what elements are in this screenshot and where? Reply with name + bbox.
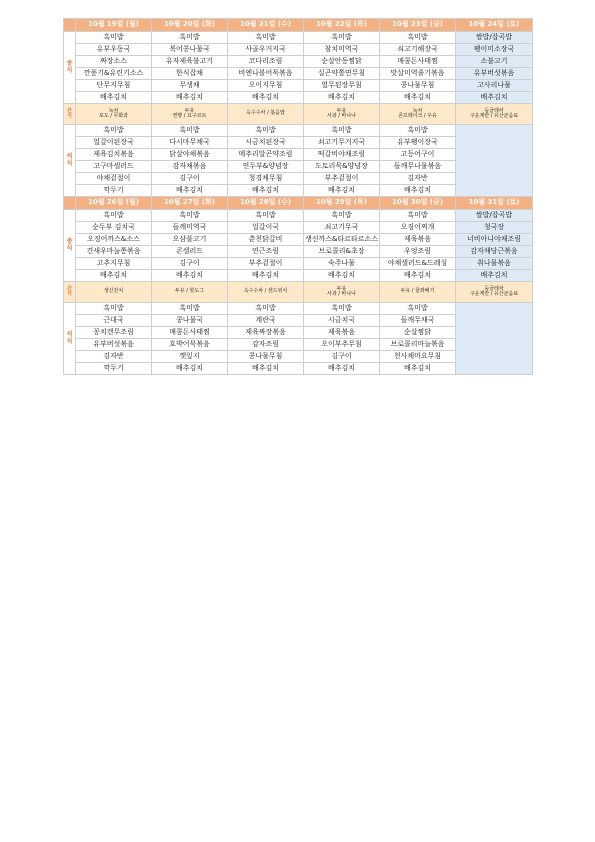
- dinner-row: [64, 125, 533, 137]
- dinner-cell: 호박어묵볶음: [152, 339, 228, 351]
- lunch-cell: 배추김치: [380, 92, 456, 104]
- lunch-cell: 춘천닭갈비: [228, 234, 304, 246]
- dinner-cell: 매콤돈사태찜: [152, 327, 228, 339]
- dinner-cell: 감자채볶음: [152, 161, 228, 173]
- dinner-cell: 부추겉절이: [304, 173, 380, 185]
- dinner-cell: 감자조림: [228, 339, 304, 351]
- snack-drink: 두유 / 핫도그: [174, 288, 204, 295]
- snack-cell: [380, 282, 456, 303]
- snack-drink: 둥굴레차: [484, 107, 504, 114]
- lunch-row: [64, 92, 533, 104]
- lunch-cell: 야채샐러드&드레싱: [380, 258, 456, 270]
- date-header: 10월 26일 (월): [76, 197, 152, 210]
- lunch-row: [64, 222, 533, 234]
- lunch-cell: 얼갈이국: [228, 222, 304, 234]
- snack-food: 사과 / 바나나: [326, 291, 356, 297]
- lunch-cell: 고사리나물: [456, 80, 533, 92]
- lunch-row: [64, 270, 533, 282]
- dinner-cell: 흑미밥: [380, 303, 456, 315]
- date-header-row: [64, 19, 533, 32]
- dinner-cell: 고등어구이: [380, 149, 456, 161]
- lunch-cell: 사골우거지국: [228, 44, 304, 56]
- dinner-cell: 배추김치: [152, 363, 228, 375]
- dinner-cell: 쇠고기무거지국: [304, 137, 380, 149]
- lunch-cell: 감자채당근볶음: [456, 246, 533, 258]
- snack-cell: [228, 282, 304, 303]
- lunch-cell: 순두부 김치국: [76, 222, 152, 234]
- lunch-cell: 배추김치: [304, 92, 380, 104]
- dinner-cell: 깍두기: [76, 185, 152, 197]
- dinner-cell: 콩나물무침: [228, 351, 304, 363]
- dinner-label: 석 식: [64, 303, 76, 375]
- dinner-cell: 계란국: [228, 315, 304, 327]
- dinner-cell: 시금치국: [304, 315, 380, 327]
- lunch-cell: 들깨미역국: [152, 222, 228, 234]
- dinner-cell: 야채겉절이: [76, 173, 152, 185]
- date-header: 10월 21일 (수): [228, 19, 304, 32]
- snack-food: 구운계란 / 유산균음료: [469, 113, 519, 119]
- lunch-cell: 청국장: [456, 222, 533, 234]
- dinner-cell: 고구마샐러드: [76, 161, 152, 173]
- dinner-cell: 흑미밥: [304, 125, 380, 137]
- snack-food: 포도 / 무화과: [98, 113, 128, 119]
- dinner-cell: 오이부추무침: [304, 339, 380, 351]
- lunch-cell: 유자제육불고기: [152, 56, 228, 68]
- date-header-row: [64, 197, 533, 210]
- dinner-cell: 제육볶음: [304, 327, 380, 339]
- lunch-cell: 흑미밥: [152, 210, 228, 222]
- dinner-cell: 유부버섯볶음: [76, 339, 152, 351]
- date-header: 10월 30일 (금): [380, 197, 456, 210]
- lunch-row: [64, 44, 533, 56]
- dinner-row: [64, 303, 533, 315]
- date-header: 10월 22일 (목): [304, 19, 380, 32]
- dinner-cell: 깍두기: [76, 363, 152, 375]
- dinner-cell: 순살찜닭: [380, 327, 456, 339]
- lunch-cell: 흑미밥: [380, 32, 456, 44]
- lunch-cell: 배추김치: [456, 270, 533, 282]
- snack-food: 사과 / 바나나: [326, 113, 356, 119]
- lunch-cell: 배추김치: [76, 270, 152, 282]
- snack-cell: [456, 282, 533, 303]
- lunch-cell: 오징어찌개: [380, 222, 456, 234]
- lunch-cell: 김구이: [152, 258, 228, 270]
- lunch-row: [64, 234, 533, 246]
- lunch-cell: 우엉조림: [380, 246, 456, 258]
- dinner-cell: 배추김치: [380, 363, 456, 375]
- header-corner: [64, 197, 76, 210]
- lunch-cell: 브로콜리&초장: [304, 246, 380, 258]
- dinner-cell: 흑미밥: [304, 303, 380, 315]
- snack-drink: 생신잔치: [103, 288, 124, 295]
- lunch-cell: 한식잡채: [152, 68, 228, 80]
- lunch-cell: 흑미밥: [76, 32, 152, 44]
- dinner-cell: 연두부&양념장: [228, 161, 304, 173]
- lunch-cell: 배추김치: [152, 92, 228, 104]
- lunch-cell: 배추김치: [228, 270, 304, 282]
- saturday-dinner-blank: [456, 303, 533, 375]
- date-header: 10월 27일 (화): [152, 197, 228, 210]
- dinner-cell: 흑미밥: [152, 125, 228, 137]
- dinner-cell: 흑미밥: [76, 303, 152, 315]
- dinner-cell: 김구이: [304, 351, 380, 363]
- dinner-cell: 얼갈이된장국: [76, 137, 152, 149]
- dinner-cell: 배추김치: [228, 363, 304, 375]
- dinner-cell: 근대국: [76, 315, 152, 327]
- date-header: 10월 19일 (월): [76, 19, 152, 32]
- lunch-cell: 콩나물무침: [380, 80, 456, 92]
- dinner-cell: 다시마무채국: [152, 137, 228, 149]
- dinner-cell: 청경채무침: [228, 173, 304, 185]
- lunch-label: 중 식: [64, 210, 76, 282]
- lunch-row: [64, 246, 533, 258]
- snack-label: 간 식: [64, 282, 76, 303]
- snack-cell: [152, 104, 228, 125]
- snack-cell: [76, 282, 152, 303]
- lunch-cell: 맛살미역줄기볶음: [380, 68, 456, 80]
- snack-label: 간 식: [64, 104, 76, 125]
- lunch-cell: 배추김치: [152, 270, 228, 282]
- dinner-cell: 메추리알곤약조림: [228, 149, 304, 161]
- lunch-cell: 비엔나볼어묵볶음: [228, 68, 304, 80]
- lunch-cell: 부추겉절이: [228, 258, 304, 270]
- dinner-cell: 들깨무나물볶음: [380, 161, 456, 173]
- lunch-cell: 북어콩나물국: [152, 44, 228, 56]
- dinner-cell: 들깨무채국: [380, 315, 456, 327]
- dinner-cell: 천사채마요무침: [380, 351, 456, 363]
- lunch-cell: 오징어까스&소스: [76, 234, 152, 246]
- snack-drink: 두유: [336, 285, 347, 292]
- lunch-cell: 견새우마늘쫑볶음: [76, 246, 152, 258]
- dinner-cell: 배추김치: [380, 185, 456, 197]
- dinner-cell: 배추김치: [304, 185, 380, 197]
- lunch-cell: 배추김치: [380, 270, 456, 282]
- lunch-cell: 소불고기: [456, 56, 533, 68]
- snack-drink: 둥굴레차: [484, 285, 504, 292]
- header-corner: [64, 19, 76, 32]
- snack-drink: 두유 / 꿀꽈배기: [400, 288, 435, 295]
- dinner-cell: 흑미밥: [228, 125, 304, 137]
- dinner-cell: 떡갈비야채조림: [304, 149, 380, 161]
- dinner-cell: 흑미밥: [152, 303, 228, 315]
- lunch-cell: 생선까스&타르타르소스: [304, 234, 380, 246]
- lunch-cell: 오삼불고기: [152, 234, 228, 246]
- dinner-label: 석 식: [64, 125, 76, 197]
- dinner-cell: 도토리묵&양념장: [304, 161, 380, 173]
- snack-row: [64, 282, 533, 303]
- dinner-cell: 브로콜리마늘볶음: [380, 339, 456, 351]
- lunch-cell: 실곤약쫄면무침: [304, 68, 380, 80]
- lunch-cell: 콘샐러드: [152, 246, 228, 258]
- snack-food: 구운계란 / 유산균음료: [469, 291, 519, 297]
- lunch-cell: 배추김치: [304, 270, 380, 282]
- lunch-cell: 쌀밥/잡곡밥: [456, 210, 533, 222]
- snack-cell: [456, 104, 533, 125]
- lunch-cell: 흑미밥: [228, 210, 304, 222]
- snack-drink: 두유: [184, 107, 195, 114]
- lunch-cell: 매콤돈사태찜: [380, 56, 456, 68]
- snack-food: 콘프레이크 / 우유: [398, 113, 437, 119]
- lunch-row: [64, 32, 533, 44]
- dinner-cell: 배추김치: [152, 185, 228, 197]
- snack-drink: 두유: [336, 107, 347, 114]
- lunch-cell: 흑미밥: [380, 210, 456, 222]
- lunch-cell: 무생채: [152, 80, 228, 92]
- lunch-cell: 쌀밥/잡곡밥: [456, 32, 533, 44]
- dinner-cell: 배추김치: [228, 185, 304, 197]
- lunch-cell: 열무된장무침: [304, 80, 380, 92]
- dinner-cell: 콩나물국: [152, 315, 228, 327]
- lunch-cell: 배추김치: [228, 92, 304, 104]
- lunch-cell: 깐풍기&유린기소스: [76, 68, 152, 80]
- dinner-cell: 제육짜장볶음: [228, 327, 304, 339]
- snack-drink: 녹차: [412, 107, 423, 114]
- lunch-cell: 쇠고기해장국: [380, 44, 456, 56]
- dinner-cell: 흑미밥: [380, 125, 456, 137]
- saturday-dinner-blank: [456, 125, 533, 197]
- date-header: 10월 31일 (토): [456, 197, 533, 210]
- lunch-cell: 제육볶음: [380, 234, 456, 246]
- date-header: 10월 29일 (목): [304, 197, 380, 210]
- dinner-cell: 흑미밥: [76, 125, 152, 137]
- lunch-cell: 코다리조림: [228, 56, 304, 68]
- lunch-cell: 오이지무침: [228, 80, 304, 92]
- lunch-cell: 숙주나물: [304, 258, 380, 270]
- lunch-cell: 짜장소스: [76, 56, 152, 68]
- lunch-cell: 고추지무침: [76, 258, 152, 270]
- lunch-cell: 흑미밥: [304, 210, 380, 222]
- weekly-menu-table: [63, 18, 533, 375]
- snack-drink: 옥수수차 / 샌드위치: [243, 288, 288, 295]
- lunch-cell: 참치미역국: [304, 44, 380, 56]
- snack-food: 찐빵 / 요구르트: [172, 113, 207, 119]
- lunch-cell: 배추김치: [76, 92, 152, 104]
- snack-cell: [304, 282, 380, 303]
- dinner-cell: 유부팽이장국: [380, 137, 456, 149]
- lunch-cell: 팽이미소장국: [456, 44, 533, 56]
- snack-cell: [380, 104, 456, 125]
- lunch-cell: 너비아니야채조림: [456, 234, 533, 246]
- lunch-row: [64, 80, 533, 92]
- lunch-row: [64, 56, 533, 68]
- lunch-label: 중 식: [64, 32, 76, 104]
- date-header: 10월 23일 (금): [380, 19, 456, 32]
- lunch-cell: 흑미밥: [152, 32, 228, 44]
- lunch-cell: 쇠고기무국: [304, 222, 380, 234]
- snack-drink: 녹차: [108, 107, 119, 114]
- date-header: 10월 24일 (토): [456, 19, 533, 32]
- lunch-cell: 단무지무침: [76, 80, 152, 92]
- lunch-cell: 배추김치: [456, 92, 533, 104]
- lunch-row: [64, 210, 533, 222]
- dinner-cell: 김구이: [152, 173, 228, 185]
- lunch-cell: 취나물볶음: [456, 258, 533, 270]
- dinner-cell: 닭살야채볶음: [152, 149, 228, 161]
- dinner-cell: 배추김치: [304, 363, 380, 375]
- dinner-cell: 깻잎지: [152, 351, 228, 363]
- lunch-cell: 유부우동국: [76, 44, 152, 56]
- dinner-cell: 김자반: [380, 173, 456, 185]
- snack-row: [64, 104, 533, 125]
- snack-cell: [228, 104, 304, 125]
- dinner-cell: 흑미밥: [228, 303, 304, 315]
- snack-cell: [76, 104, 152, 125]
- lunch-cell: 흑미밥: [76, 210, 152, 222]
- date-header: 10월 28일 (수): [228, 197, 304, 210]
- lunch-cell: 흑미밥: [228, 32, 304, 44]
- dinner-cell: 시금치된장국: [228, 137, 304, 149]
- dinner-cell: 제육김치볶음: [76, 149, 152, 161]
- lunch-cell: 연근조림: [228, 246, 304, 258]
- lunch-row: [64, 68, 533, 80]
- snack-cell: [152, 282, 228, 303]
- dinner-cell: 김자반: [76, 351, 152, 363]
- dinner-cell: 꽁치캔무조림: [76, 327, 152, 339]
- snack-cell: [304, 104, 380, 125]
- date-header: 10월 20일 (화): [152, 19, 228, 32]
- lunch-cell: 유부버섯볶음: [456, 68, 533, 80]
- snack-drink: 옥수수차 / 볶음밥: [246, 110, 285, 117]
- lunch-row: [64, 258, 533, 270]
- lunch-cell: 순살안동찜닭: [304, 56, 380, 68]
- lunch-cell: 흑미밥: [304, 32, 380, 44]
